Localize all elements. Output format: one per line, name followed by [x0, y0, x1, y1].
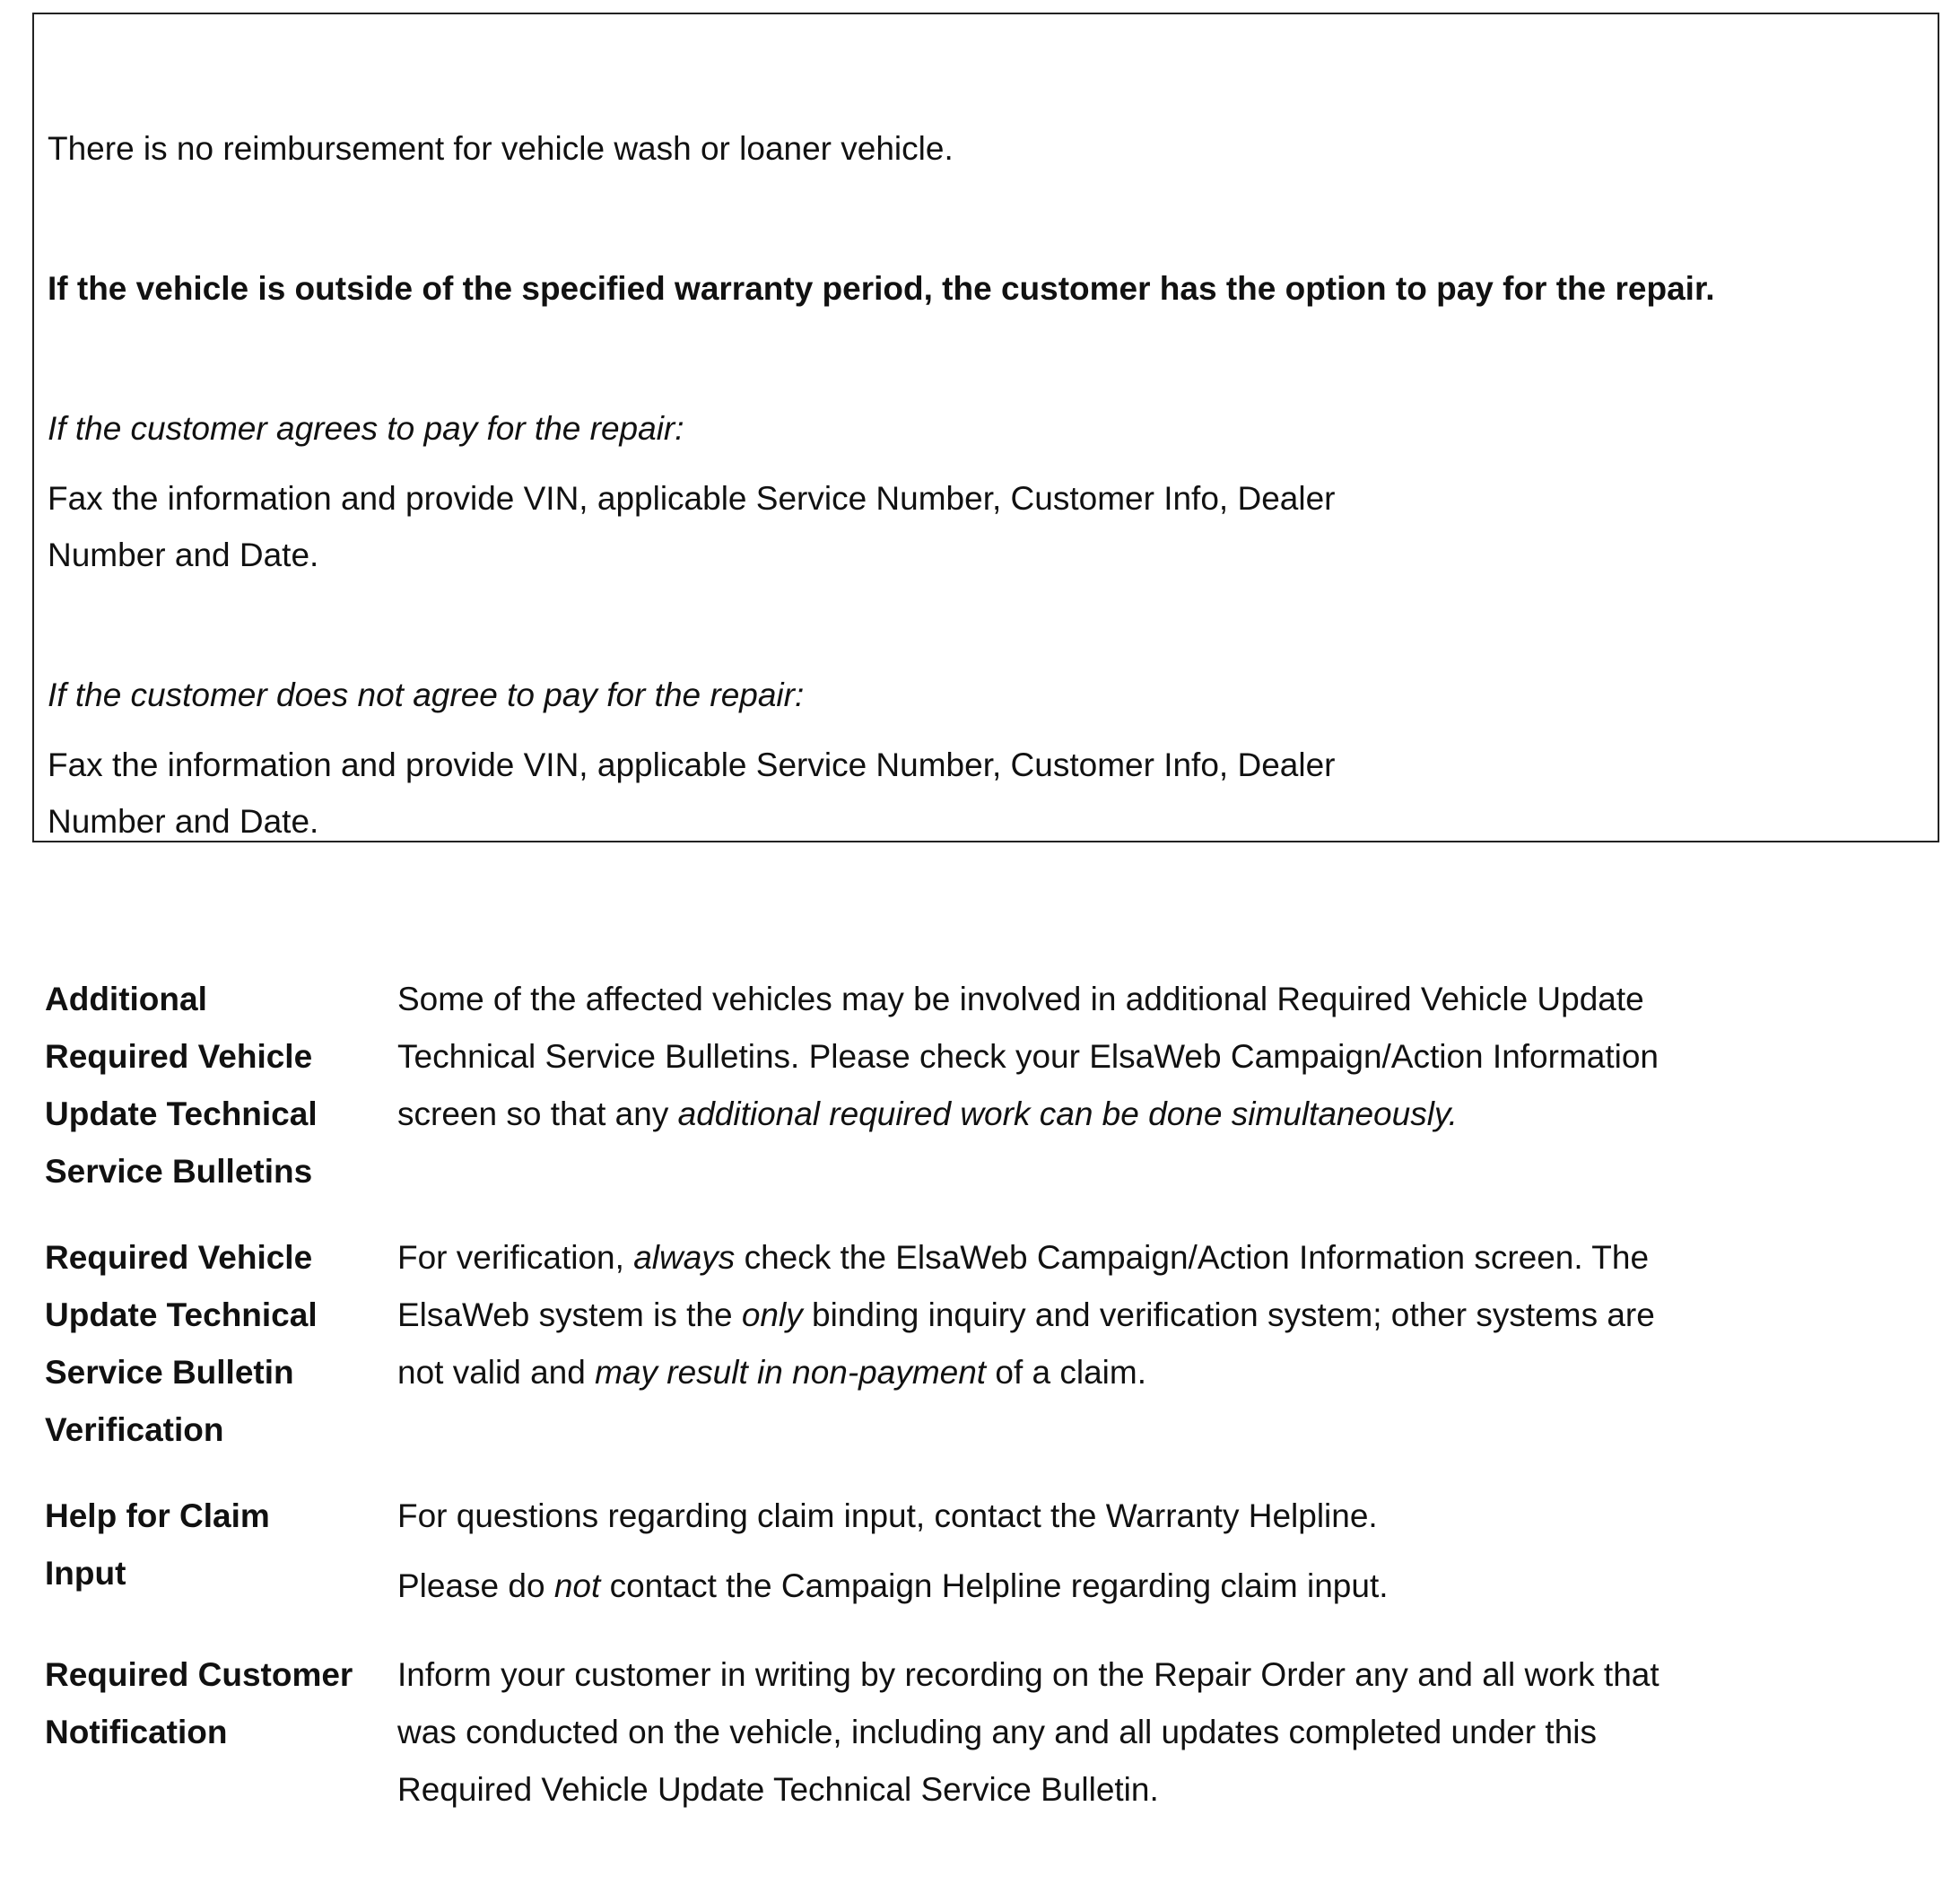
section-label: Required Customer Notification — [45, 1656, 353, 1750]
customer-agrees-heading: If the customer agrees to pay for the repair: — [48, 410, 684, 447]
customer-disagrees-text-line1: Fax the information and provide VIN, applicable Service Number, Customer Info, Dealer — [48, 746, 1336, 783]
section-body: For questions regarding claim input, contact the Warranty Helpline. Please do not contact the Campaign Helpline regarding claim input. — [397, 1497, 1389, 1604]
section-body: Inform your customer in writing by recording on the Repair Order any and all work that was conducted on the vehicle, including any and all updates completed under this Required Vehicle Update Technical Service Bulletin. — [397, 1656, 1659, 1808]
section-label: Help for Claim Input — [45, 1497, 270, 1592]
reimbursement-notice-box — [32, 13, 1939, 842]
section-bulletin-verification — [45, 1229, 1929, 1462]
customer-disagrees-text-line2: Number and Date. — [48, 803, 319, 840]
section-claim-help — [45, 1488, 1929, 1613]
no-reimbursement-text: There is no reimbursement for vehicle wash or loaner vehicle. — [48, 130, 954, 167]
customer-disagrees-heading: If the customer does not agree to pay for the repair: — [48, 676, 805, 713]
section-body: For verification, always check the ElsaWeb Campaign/Action Information screen. The ElsaWeb system is the only binding inquiry and verification system; other systems are not valid and may result in non-payment of a claim. — [397, 1239, 1655, 1391]
section-customer-notification — [45, 1646, 1929, 1880]
section-label: Required Vehicle Update Technical Service Bulletin Verification — [45, 1239, 318, 1448]
section-body: Some of the affected vehicles may be involved in additional Required Vehicle Update Technical Service Bulletins. Please check your ElsaWeb Campaign/Action Information screen so that any additional required work can be done simultaneously. — [397, 981, 1659, 1132]
customer-agrees-text-line1: Fax the information and provide VIN, applicable Service Number, Customer Info, Dealer — [48, 480, 1336, 517]
section-label: Additional Required Vehicle Update Technical Service Bulletins — [45, 981, 318, 1190]
customer-agrees-text-line2: Number and Date. — [48, 537, 319, 573]
section-additional-bulletins — [45, 971, 1929, 1204]
outside-warranty-text: If the vehicle is outside of the specified warranty period, the customer has the option to pay for the repair. — [48, 270, 1715, 307]
